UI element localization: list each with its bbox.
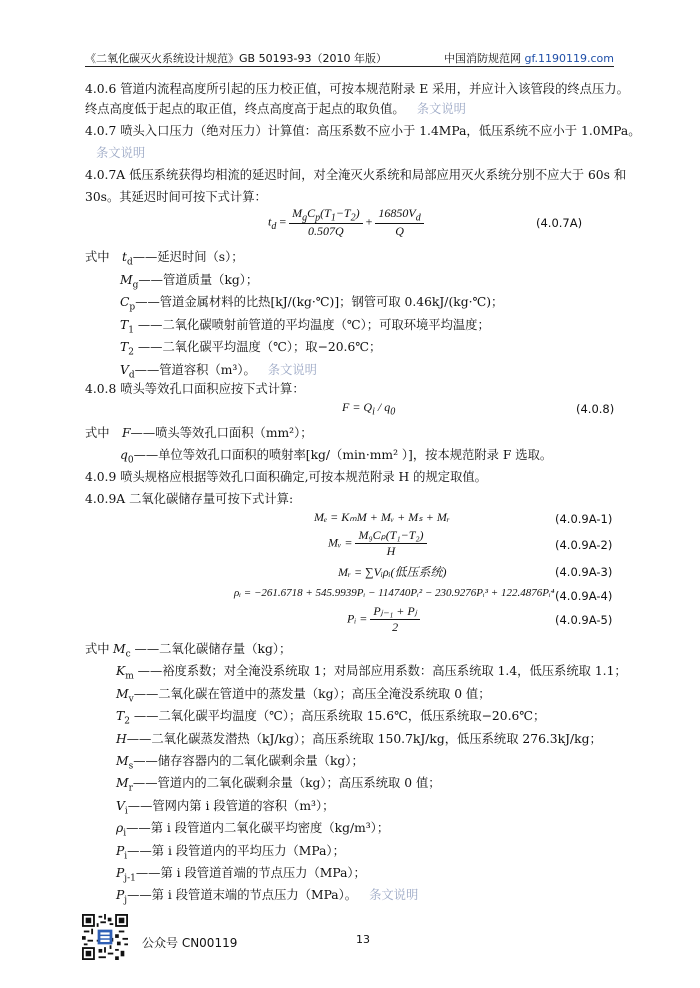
formula-409a-3: Mᵣ = ∑Vᵢρᵢ(低压系统)	[338, 565, 447, 579]
definition-row	[113, 640, 291, 663]
formula-409a-5-number: (4.0.9A-5)	[555, 613, 613, 627]
definition-symbol: K	[116, 664, 126, 679]
definition-row	[116, 685, 491, 708]
definition-row	[120, 338, 381, 361]
formula-407a-frac2: $\frac{16850V_d}{Q}$	[375, 206, 423, 239]
definition-text: ——第 i 段管道首端的节点压力（MPa）；	[135, 866, 366, 880]
definition-text: ——二氧化碳储存量（kg）；	[130, 642, 292, 656]
definition-text: ——裕度系数；对全淹没系统取 1；对局部应用系数：高压系统取 1.4，低压系统取 1.1；	[133, 664, 627, 679]
definition-row	[116, 842, 345, 865]
label-shizhong: 式中	[85, 250, 110, 264]
definition-symbol-subscript: 2	[124, 716, 130, 727]
definition-text: ——单位等效孔口面积的喷射率[kg/（min·mm² ）]，按本规范附录 F 选取。	[133, 448, 553, 462]
definition-text: ——管道质量（kg）；	[138, 272, 259, 287]
definition-symbol: F	[122, 426, 131, 440]
definition-symbol: M	[116, 686, 129, 701]
definition-row	[120, 271, 258, 294]
definition-symbol-subscript: j	[124, 895, 128, 906]
formula-409a-4: ρᵢ = −261.6718 + 545.9939Pᵢ − 114740Pᵢ² − 230.9276Pᵢ³ + 122.4876Pᵢ⁴	[234, 587, 555, 599]
definition-symbol: T	[116, 709, 125, 724]
header-rule	[85, 66, 614, 67]
note-link[interactable]: 条文说明	[369, 888, 419, 903]
definition-symbol: P	[116, 843, 125, 858]
para-407a-line1: 4.0.7A 低压系统获得均相流的延迟时间，对全淹灭火系统和局部应用灭火系统分别不应大于 60s 和	[85, 168, 627, 182]
definition-text: ——二氧化碳平均温度（℃）；取−20.6℃；	[133, 340, 382, 354]
formula-408-number: (4.0.8)	[576, 402, 615, 416]
label-shizhong: 式中	[85, 426, 110, 440]
formula-409a-3-number: (4.0.9A-3)	[555, 565, 613, 579]
definition-row	[122, 424, 313, 442]
definition-symbol-subscript: d	[126, 257, 133, 268]
header-site-name: 中国消防规范网	[443, 52, 521, 65]
definition-row	[120, 316, 490, 339]
para-406-line1: 4.0.6 管道内流程高度所引起的压力校正值，可按本规范附录 E 采用，并应计入该管段的终点压力。	[85, 82, 629, 96]
definition-row	[120, 446, 552, 469]
definition-symbol-subscript: j-1	[124, 873, 136, 884]
para-409-line1: 4.0.9 喷头规格应根据等效孔口面积确定,可按本规范附录 H 的规定取值。	[85, 470, 487, 484]
header-site	[444, 50, 614, 66]
definition-symbol-subscript: v	[128, 694, 134, 705]
definition-symbol-subscript: d	[128, 369, 135, 380]
definition-symbol-subscript: c	[125, 649, 131, 660]
definition-text: ——第 i 段管道内二氧化碳平均密度（kg/m³）；	[126, 821, 390, 836]
definition-text: ——管网内第 i 段管道的容积（m³）；	[127, 798, 335, 813]
definition-symbol: P	[116, 888, 125, 903]
para-409a-line1: 4.0.9A 二氧化碳储存量可按下式计算:	[85, 492, 294, 506]
formula-409a-4-number: (4.0.9A-4)	[555, 589, 613, 603]
definition-symbol: C	[120, 295, 130, 309]
header-site-url[interactable]: gf.1190119.com	[524, 52, 614, 65]
definition-row	[120, 293, 503, 316]
formula-409a-1-number: (4.0.9A-1)	[555, 512, 613, 526]
definition-symbol-subscript: i	[124, 806, 128, 817]
definition-text: ——二氧化碳蒸发潜热（kJ/kg）；高压系统取 150.7kJ/kg，低压系统取 276.3kJ/kg；	[126, 731, 602, 746]
definition-symbol: M	[113, 642, 126, 656]
definition-symbol: t	[122, 250, 127, 264]
para-408-line1: 4.0.8 喷头等效孔口面积应按下式计算：	[85, 382, 305, 396]
definition-text: ——储存容器内的二氧化碳剩余量（kg）；	[133, 754, 364, 768]
formula-407a-frac1: $\frac{M_gC_p(T_1-T_2)}{0.507Q}$	[289, 206, 362, 239]
definition-symbol-subscript: 0	[127, 455, 134, 466]
definition-text: ——管道内的二氧化碳剩余量（kg）；高压系统取 0 值；	[132, 776, 441, 791]
formula-409a-5: Pᵢ = $\frac{\text{Pⱼ₋₁ + Pⱼ}}{2}$	[347, 604, 420, 635]
label-shizhong: 式中	[85, 642, 110, 656]
definition-row	[116, 752, 364, 775]
formula-408: $F = Q_i / q_0$	[342, 400, 396, 418]
definition-text: ——延迟时间（s）；	[132, 250, 244, 264]
definition-symbol-subscript: s	[128, 761, 134, 772]
definition-symbol-subscript: g	[132, 279, 139, 290]
definition-symbol: V	[116, 798, 125, 813]
definition-row	[116, 707, 545, 730]
para-407-line1: 4.0.7 喷头入口压力（绝对压力）计算值：高压系数不应小于 1.4MPa，低压系统不应小于 1.0MPa。	[85, 124, 641, 138]
formula-409a-2: Mᵥ = $\frac{\text{M₉Cₚ(T₁−T₂)}}{H}$	[328, 528, 427, 559]
para-407a-line2: 30s。其延迟时间可按下式计算：	[85, 190, 267, 204]
definition-row	[116, 886, 418, 909]
page-number: 13	[356, 933, 370, 946]
definition-symbol-subscript: 1	[128, 324, 134, 335]
definition-symbol: M	[116, 776, 129, 791]
definition-row	[116, 819, 389, 842]
definition-row	[116, 864, 366, 887]
definition-symbol: q	[120, 448, 128, 462]
definition-row	[116, 730, 602, 748]
formula-409a-2-number: (4.0.9A-2)	[555, 538, 613, 552]
note-link[interactable]: 条文说明	[416, 102, 466, 116]
definition-symbol-subscript: i	[123, 828, 127, 839]
definition-symbol: P	[116, 866, 125, 880]
wechat-account-label: 公众号 CN00119	[142, 936, 238, 950]
formula-407a: $t_d$ = $\frac{M_gC_p(T_1-T_2)}{0.507Q}$ + $\frac{16850V_d}{Q}$	[268, 206, 424, 239]
qr-code-icon	[82, 914, 128, 960]
definition-text: ——喷头等效孔口面积（mm²）；	[130, 426, 313, 440]
header-doc-title: 《二氧化碳灭火系统设计规范》GB 50193-93（2010 年版）	[85, 52, 388, 65]
definition-row	[116, 774, 441, 797]
definition-text: ——第 i 段管道末端的节点压力（MPa）。	[127, 888, 358, 903]
definition-symbol: H	[116, 731, 127, 746]
formula-409a-1: Mₑ = KₘM + Mᵥ + Mₛ + Mᵣ	[314, 510, 450, 524]
definition-symbol-subscript: i	[124, 851, 128, 862]
definition-symbol-subscript: m	[125, 671, 134, 682]
definition-symbol: M	[120, 272, 133, 287]
definition-text: ——二氧化碳在管道中的蒸发量（kg）；高压全淹没系统取 0 值；	[133, 686, 491, 701]
definition-symbol-subscript: 2	[128, 347, 134, 358]
definition-text: ——管道容积（m³）。	[134, 362, 256, 377]
definition-row	[116, 662, 627, 685]
definition-symbol-subscript: p	[129, 302, 136, 313]
definition-text: ——二氧化碳喷射前管道的平均温度（℃）；可取环境平均温度；	[133, 317, 490, 332]
definition-symbol-subscript: r	[128, 783, 133, 794]
note-link[interactable]: 条文说明	[267, 362, 317, 377]
definition-symbol: T	[120, 340, 129, 354]
para-406-line2: 终点高度低于起点的取正值，终点高度高于起点的取负值。 条文说明	[85, 102, 466, 116]
definition-row	[116, 797, 334, 820]
definition-text: ——二氧化碳平均温度（℃）；高压系统取 15.6℃，低压系统取−20.6℃；	[129, 709, 546, 724]
definition-text: ——第 i 段管道内的平均压力（MPa）；	[127, 843, 345, 858]
formula-407a-number: (4.0.7A)	[536, 216, 583, 230]
definition-symbol: T	[120, 317, 129, 332]
definition-text: ——管道金属材料的比热[kJ/(kg·℃)]；钢管可取 0.46kJ/(kg·℃)；	[135, 295, 504, 309]
definition-symbol: M	[116, 754, 129, 768]
note-link[interactable]: 条文说明	[96, 146, 146, 160]
definition-symbol: V	[120, 362, 129, 377]
definition-symbol: ρ	[116, 821, 124, 836]
definition-row	[122, 248, 244, 271]
